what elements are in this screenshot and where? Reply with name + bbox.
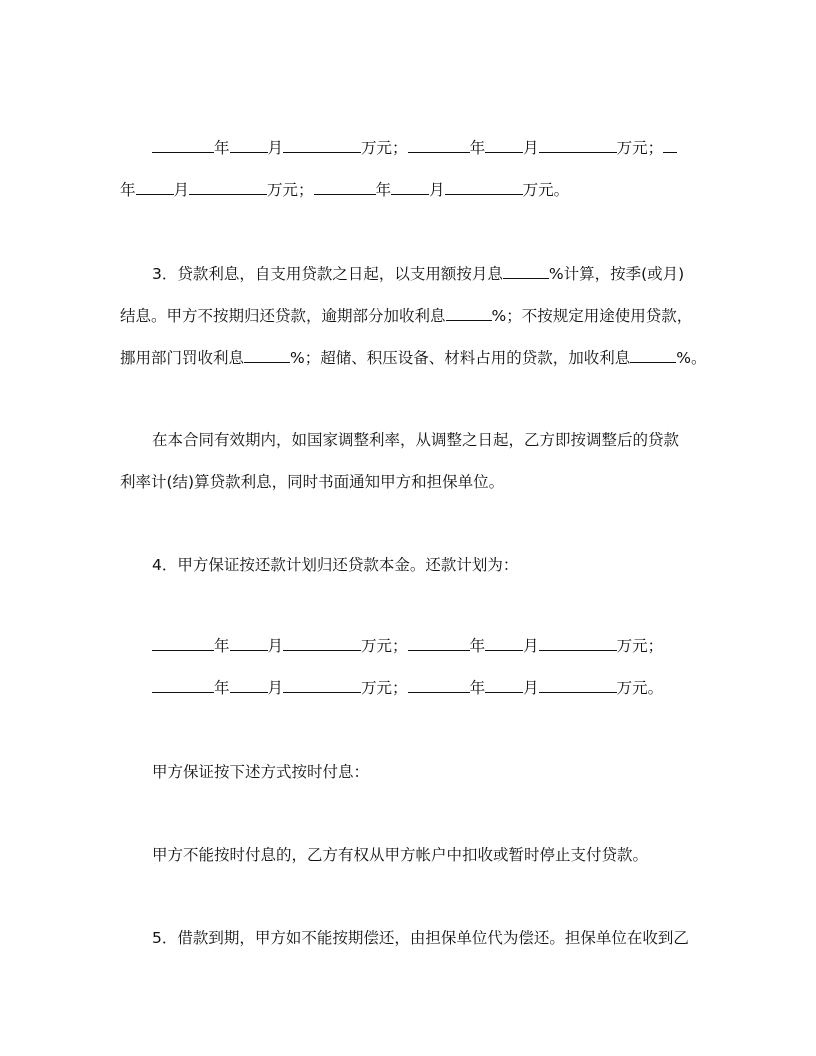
section-3-line-3 xyxy=(120,348,707,368)
punct: 。 xyxy=(553,181,570,199)
label-year: 年 xyxy=(375,181,392,199)
section-5-line-1: 5．借款到期，甲方如不能按期偿还，由担保单位代为偿还。担保单位在收到乙 xyxy=(152,929,689,947)
label-year: 年 xyxy=(214,637,230,655)
punct: ； xyxy=(647,637,664,655)
blank-amount xyxy=(283,678,361,693)
punct: ； xyxy=(392,139,408,157)
blank-month xyxy=(230,636,268,651)
interest-failure: 甲方不能按时付息的，乙方有权从甲方帐户中扣收或暂时停止支付贷款。 xyxy=(152,846,649,864)
punct: ； xyxy=(392,637,408,655)
label-month: 月 xyxy=(523,139,539,157)
text: 3．贷款利息，自支用贷款之日起，以支用额按月息 xyxy=(152,265,503,283)
text: 计算，按季(或月) xyxy=(563,265,685,283)
label-year: 年 xyxy=(469,139,486,157)
blank-rate xyxy=(630,348,676,363)
blank-rate xyxy=(446,306,492,321)
label-wanyuan: 万元 xyxy=(522,181,554,199)
label-year: 年 xyxy=(120,181,136,199)
label-wanyuan: 万元 xyxy=(361,139,393,157)
punct: ； xyxy=(392,679,408,697)
label-wanyuan: 万元 xyxy=(267,181,299,199)
text: 挪用部门罚收利息 xyxy=(120,349,245,367)
rate-adjust-line-2: 利率计(结)算贷款利息，同时书面通知甲方和担保单位。 xyxy=(120,473,505,491)
punct: ； xyxy=(298,181,314,199)
label-year: 年 xyxy=(469,637,486,655)
label-month: 月 xyxy=(267,637,284,655)
blank-year xyxy=(408,138,470,153)
blank-year xyxy=(152,636,214,651)
blank-month xyxy=(136,180,174,195)
text: 结息。甲方不按期归还贷款，逾期部分加收利息 xyxy=(120,307,446,325)
blank-year xyxy=(152,138,214,153)
text: ；不按规定用途使用贷款， xyxy=(506,307,693,325)
section-3-line-1 xyxy=(152,264,732,284)
blank-amount xyxy=(445,180,523,195)
repay-schedule-line-1 xyxy=(152,636,732,656)
label-wanyuan: 万元 xyxy=(361,637,393,655)
blank-month xyxy=(485,138,523,153)
blank-month xyxy=(485,636,523,651)
percent: % xyxy=(548,265,564,283)
blank-year xyxy=(314,180,376,195)
blank-amount xyxy=(283,636,361,651)
label-month: 月 xyxy=(267,679,284,697)
percent: % xyxy=(491,307,507,325)
label-month: 月 xyxy=(173,181,190,199)
blank-month xyxy=(485,678,523,693)
percent: % xyxy=(290,349,305,367)
rate-adjust-line-1: 在本合同有效期内，如国家调整利率，从调整之日起，乙方即按调整后的贷款 xyxy=(152,431,680,449)
label-wanyuan: 万元 xyxy=(616,139,648,157)
schedule-line-1 xyxy=(152,138,732,158)
blank-amount xyxy=(539,678,617,693)
percent: % xyxy=(676,349,691,367)
label-year: 年 xyxy=(214,139,230,157)
section-4-heading: 4．甲方保证按还款计划归还贷款本金。还款计划为： xyxy=(152,556,519,574)
label-month: 月 xyxy=(429,181,445,199)
label-month: 月 xyxy=(523,637,539,655)
schedule-line-2 xyxy=(120,180,700,200)
blank-year xyxy=(408,636,470,651)
blank-rate xyxy=(244,348,290,363)
label-wanyuan: 万元 xyxy=(616,637,648,655)
punct: 。 xyxy=(691,349,707,367)
blank-year xyxy=(152,678,214,693)
punct: ； xyxy=(647,139,664,157)
blank-month xyxy=(391,180,429,195)
blank-month xyxy=(230,678,268,693)
blank-amount xyxy=(189,180,267,195)
text: ；超储、积压设备、材料占用的贷款，加收利息 xyxy=(304,349,631,367)
label-year: 年 xyxy=(469,679,486,697)
section-3-line-2 xyxy=(120,306,700,326)
blank-amount xyxy=(283,138,361,153)
punct: 。 xyxy=(647,679,664,697)
interest-method: 甲方保证按下述方式按时付息： xyxy=(152,763,370,781)
label-wanyuan: 万元 xyxy=(361,679,393,697)
blank-year xyxy=(408,678,470,693)
label-wanyuan: 万元 xyxy=(616,679,648,697)
label-year: 年 xyxy=(214,679,230,697)
repay-schedule-line-2 xyxy=(152,678,732,698)
blank-rate xyxy=(503,264,549,279)
blank-year xyxy=(663,138,677,153)
blank-month xyxy=(230,138,268,153)
blank-amount xyxy=(539,138,617,153)
label-month: 月 xyxy=(523,679,539,697)
label-month: 月 xyxy=(267,139,284,157)
blank-amount xyxy=(539,636,617,651)
